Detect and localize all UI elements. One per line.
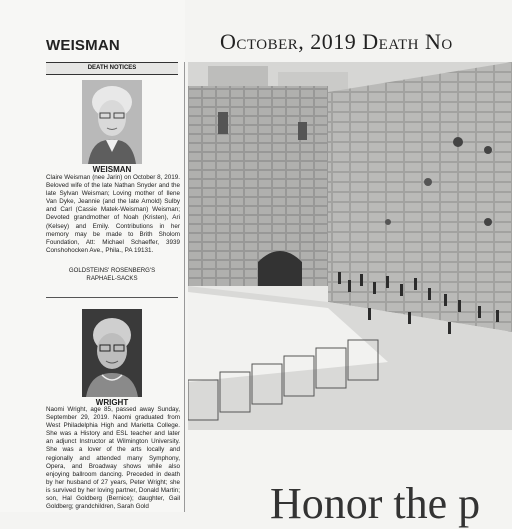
feature-heading: Honor the p xyxy=(270,479,481,528)
portrait-photo-weisman xyxy=(82,80,142,164)
obituary-text-wright: Naomi Wright, age 85, passed away Sunday, September 29, 2019. Naomi graduated from West Philadelphia High and Marietta College. She was a History and ESL teacher and later an adjunct Instructor at Wilmington University. She was a lover of the arts locally and regionally and attended many Symphony, Opera, and Broadway shows while also enjoying ballroom dancing. Preceded in death by her husband of 27 years, Peter Wright; she is survived by her loving partner, Donald Martin; son, Hal Goldberg (Bernice); daughter, Gail Goldberg; grandchildren, Sarah Gold xyxy=(46,406,180,511)
portrait-photo-wright xyxy=(82,309,142,397)
obituary-text-weisman: Claire Weisman (nee Jarin) on October 8, 2019. Beloved wife of the late Nathan Snyder and the late Sylvan Weisman; Loving mother of Ilene Van Dyke, Jeannie (and the late Arnold) Sulby and Carl (Cassie Matek-Weisman) Weisman; Devoted grandmother of Noah (Kristen), Ari (Kelsey) and Emily. Contributions in her memory may be made to Brith Sholom Foundation, Att: Michael Schaeffer, 3939 Conshohocken Ave., Phila., PA 19131. xyxy=(46,174,180,254)
funeral-home-line-1: GOLDSTEINS' ROSENBERG'S xyxy=(68,267,156,274)
section-title: WEISMAN xyxy=(46,37,120,54)
page-headline: October, 2019 Death No xyxy=(220,29,453,54)
western-wall-photo xyxy=(188,62,512,430)
funeral-home-line-2: RAPHAEL-SACKS xyxy=(86,275,138,282)
obituary-name-weisman: WEISMAN xyxy=(92,165,132,174)
obituary-divider xyxy=(46,297,178,298)
column-rule xyxy=(184,62,185,512)
obituary-name-wright: WRIGHT xyxy=(95,398,129,407)
death-notices-bar: DEATH NOTICES xyxy=(46,62,178,75)
